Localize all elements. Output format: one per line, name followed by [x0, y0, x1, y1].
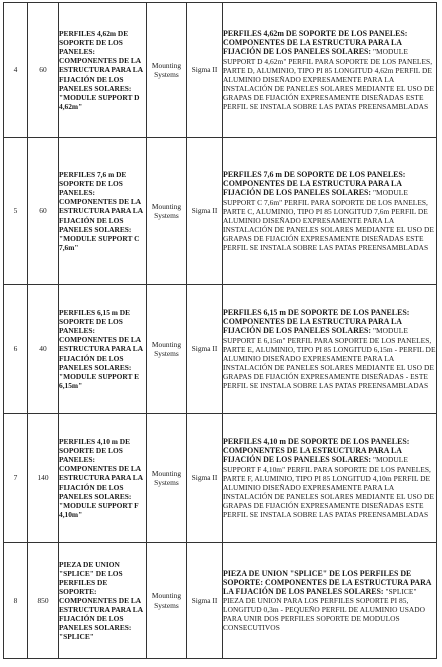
row-index: 5 [4, 138, 28, 285]
row-quantity: 40 [28, 285, 59, 414]
row-brand: Sigma II [187, 138, 223, 285]
row-name: PERFILES 6,15 m DE SOPORTE DE LOS PANELES: COMPONENTES DE LA ESTRUCTURA PARA LA FIJACIÓN DE LOS PANELES SOLARES: "MODULE SUPPORT E 6,15m" [59, 285, 147, 414]
row-index: 4 [4, 3, 28, 138]
row-brand: Sigma II [187, 285, 223, 414]
row-quantity: 850 [28, 543, 59, 659]
description-heading: PERFILES 4,62m DE SOPORTE DE LOS PANELES: COMPONENTES DE LA ESTRUCTURA PARA LA FIJACIÓN DE LOS PANELES SOLARES: [223, 29, 408, 57]
row-brand: Sigma II [187, 414, 223, 543]
table-row [4, 414, 437, 543]
row-description [223, 3, 437, 138]
materials-table [3, 2, 437, 659]
row-category: Mounting Systems [147, 285, 187, 414]
table-row [4, 543, 437, 659]
row-description [223, 138, 437, 285]
row-index: 8 [4, 543, 28, 659]
row-brand: Sigma II [187, 543, 223, 659]
row-index: 7 [4, 414, 28, 543]
description-heading: PIEZA DE UNION "SPLICE" DE LOS PERFILES DE SOPORTE: COMPONENTES DE LA ESTRUCTURA PARA LA FIJACIÓN DE LOS PANELES SOLARES: [223, 568, 432, 597]
description-body: "SPLICE" PIEZA DE UNION PARA LOS PERFILES SOPORTE PI 85, LONGITUD 0,3m - PEQUEÑO PERFIL DE ALUMINIO USADO PARA UNIR DOS PERFILES SOPORTE DE MODULOS CONSECUTIVOS [223, 587, 426, 633]
description-body: "MODULE SUPPORT E 6,15m" PERFIL PARA SOPORTE DE LOS PANELES, PARTE E, ALUMINIO, TIPO PI 85 LONGITUD 6,15m - PERFIL DE ALUMINIO DISEÑADO EXPRESAMENTE PARA LA INSTALACIÓN DE PANELES SOLARES MEDIANTE EL USO DE GRAPAS DE FIJACIÓN EXPRESAMENTE DISEÑADAS - ESTE PERFIL SE INSTALA SOBRE LAS PATAS PREENSAMBLADAS [223, 326, 436, 390]
row-description [223, 543, 437, 659]
row-description [223, 285, 437, 414]
row-quantity: 140 [28, 414, 59, 543]
row-index: 6 [4, 285, 28, 414]
row-name: PERFILES 4,10 m DE SOPORTE DE LOS PANELES: COMPONENTES DE LA ESTRUCTURA PARA LA FIJACIÓN DE LOS PANELES SOLARES: "MODULE SUPPORT F 4,10m" [59, 414, 147, 543]
table-row [4, 285, 437, 414]
row-quantity: 60 [28, 138, 59, 285]
row-name: PERFILES 7,6 m DE SOPORTE DE LOS PANELES: COMPONENTES DE LA ESTRUCTURA PARA LA FIJACIÓN DE LOS PANELES SOLARES: "MODULE SUPPORT C 7,6m" [59, 138, 147, 285]
description-heading: PERFILES 6,15 m DE SOPORTE DE LOS PANELES: COMPONENTES DE LA ESTRUCTURA PARA LA FIJACIÓN DE LOS PANELES SOLARES: [223, 308, 410, 336]
row-category: Mounting Systems [147, 3, 187, 138]
row-quantity: 60 [28, 3, 59, 138]
description-body: "MODULE SUPPORT D 4,62m" PERFIL PARA SOPORTE DE LOS PANELES, PARTE D, ALUMINIO, TIPO PI 85 LONGITUD 4,62m PERFIL DE ALUMINIO DISEÑADO EXPRESAMENTE PARA LA INSTALACIÓN DE PANELES SOLARES MEDIANTE EL USO DE GRAPAS DE FIJACIÓN EXPRESAMENTE DISEÑADAS ESTE PERFIL SE INSTALA SOBRE LAS PATAS PREENSAMBLADAS [223, 47, 434, 111]
description-heading: PERFILES 7,6 m DE SOPORTE DE LOS PANELES: COMPONENTES DE LA ESTRUCTURA PARA LA FIJACIÓN DE LOS PANELES SOLARES: [223, 170, 406, 198]
description-body: "MODULE SUPPORT C 7,6m" PERFIL PARA SOPORTE DE LOS PANELES, PARTE C, ALUMINIO, TIPO PI 85 LONGITUD 7,6m PERFIL DE ALUMINIO DISEÑADO EXPRESAMENTE PARA LA INSTALACIÓN DE PANELES SOLARES MEDIANTE EL USO DE GRAPAS DE FIJACIÓN EXPRESAMENTE DISEÑADAS ESTE PERFIL SE INSTALA SOBRE LAS PATAS PREENSAMBLADAS [223, 188, 434, 252]
row-name: PIEZA DE UNION "SPLICE" DE LOS PERFILES DE SOPORTE: COMPONENTES DE LA ESTRUCTURA PARA LA FIJACIÓN DE LOS PANELES SOLARES: "SPLICE" [59, 543, 147, 659]
row-category: Mounting Systems [147, 414, 187, 543]
table-row [4, 138, 437, 285]
row-description [223, 414, 437, 543]
row-category: Mounting Systems [147, 138, 187, 285]
description-heading: PERFILES 4,10 m DE SOPORTE DE LOS PANELES: COMPONENTES DE LA ESTRUCTURA PARA LA FIJACIÓN DE LOS PANELES SOLARES: [223, 437, 410, 465]
row-category: Mounting Systems [147, 543, 187, 659]
table-row [4, 3, 437, 138]
row-brand: Sigma II [187, 3, 223, 138]
description-body: "MODULE SUPPORT F 4,10m" PERFIL PARA SOPORTE DE LOS PANELES, PARTE F, ALUMINIO, TIPO PI 85 LONGITUD 4,10m PERFIL DE ALUMINIO DISEÑADO EXPRESAMENTE PARA LA INSTALACIÓN DE PANELES SOLARES MEDIANTE EL USO DE GRAPAS DE FIJACIÓN EXPRESAMENTE DISEÑADAS ESTE PERFIL SE INSTALA SOBRE LAS PATAS PREENSAMBLADAS [223, 455, 434, 519]
row-name: PERFILES 4,62m DE SOPORTE DE LOS PANELES: COMPONENTES DE LA ESTRUCTURA PARA LA FIJACIÓN DE LOS PANELES SOLARES: "MODULE SUPPORT D 4,62m" [59, 3, 147, 138]
